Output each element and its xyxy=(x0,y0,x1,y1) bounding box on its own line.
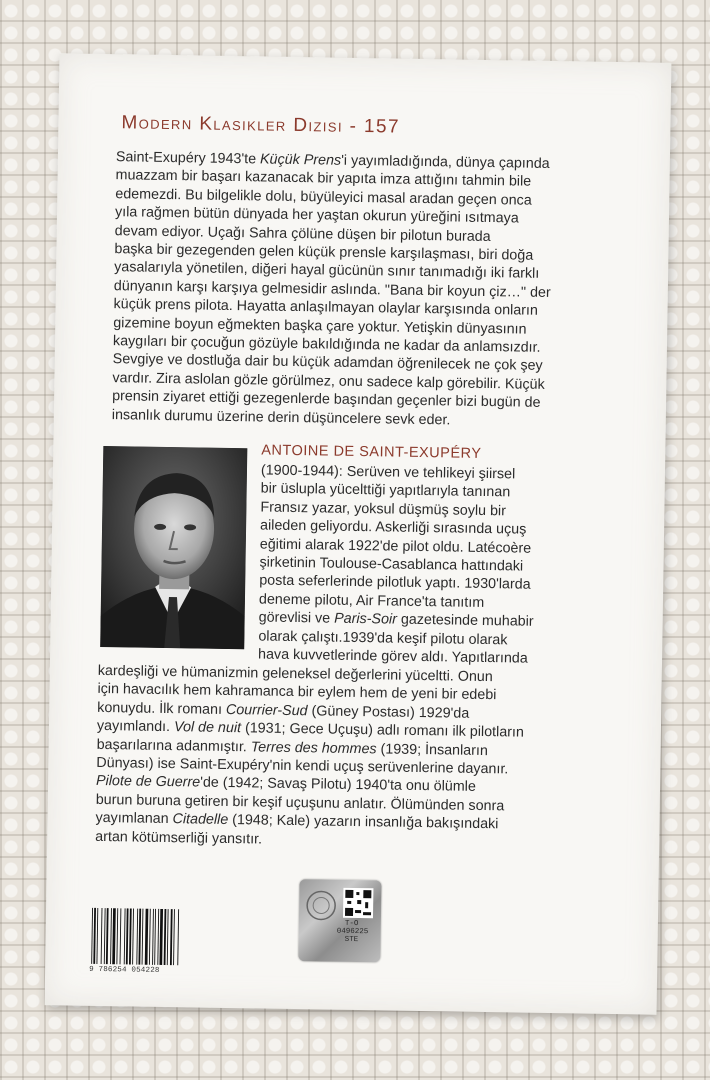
barcode-bar xyxy=(110,908,112,964)
barcode-bar xyxy=(177,909,179,965)
intro-paragraph xyxy=(112,148,616,432)
text-segment: hava kuvvetlerinde görev aldı. Yapıtlarında xyxy=(257,646,528,667)
text-segment: prensin ziyaret ettiği gezegenlerde başından geçenler bizi bugün de xyxy=(112,388,541,412)
barcode-bar xyxy=(101,908,103,964)
series-title: Modern Klasikler Dizisi - 157 xyxy=(121,112,401,138)
text-segment: yıla rağmen bütün dünyada her yaştan okurun yüreğini ısıtmaya xyxy=(114,204,519,227)
barcode-bar xyxy=(124,908,126,964)
text-segment: yasalarıyla yönetilen, diğeri hayal gücünün sınır tanımadığı iki farklı xyxy=(114,259,540,283)
text-segment: (Güney Postası) 1929'da xyxy=(307,703,470,722)
text-segment: Dünyası) ise Saint-Exupéry'nin kendi uçuş serüvenlerine dayanır. xyxy=(96,754,509,778)
hologram-line-3: STE xyxy=(344,935,359,945)
text-segment: Citadelle xyxy=(172,811,229,829)
text-segment: Courrier-Sud xyxy=(225,701,308,720)
barcode-bar xyxy=(138,909,141,965)
author-bio-right xyxy=(258,461,601,669)
barcode-bar xyxy=(170,909,173,965)
text-segment: Saint-Exupéry 1943'te xyxy=(115,149,261,168)
text-segment: deneme pilotu, Air France'ta tanıtım xyxy=(258,591,485,611)
text-segment: Fransız yazar, yoksul düşmüş soylu bir xyxy=(260,499,507,520)
text-segment: Küçük Prens xyxy=(259,151,342,169)
barcode-bar xyxy=(120,908,122,964)
text-segment: aileden geliyordu. Askerliği sırasında uçuş xyxy=(259,517,527,538)
text-segment: devam ediyor. Uçağı Sahra çölüne düşen bir pilotun burada xyxy=(114,222,491,245)
hologram-line-1: T-O xyxy=(344,919,359,929)
text-segment: Sevgiye ve dostluğa dair bu küçük adamdan öğrenilecek ne çok şey xyxy=(112,351,543,375)
text-segment: bir üslupla yücelttiği yapıtlarıyla tanınan xyxy=(260,480,511,501)
barcode-bar xyxy=(167,909,169,965)
text-segment: edemezdi. Bu bilgelikle dolu, büyüleyici masal aradan geçen onca xyxy=(115,185,532,209)
barcode-bar xyxy=(145,909,149,965)
hologram-line-2: 0496225 xyxy=(336,927,369,937)
text-segment: posta seferlerinde pilotluk yaptı. 1930'larda xyxy=(259,572,531,594)
text-segment: 'i yayımladığında, dünya çapında xyxy=(341,152,550,172)
barcode-bar xyxy=(154,909,156,965)
barcode-bar xyxy=(116,908,118,964)
portrait-image xyxy=(100,446,247,649)
barcode-bar xyxy=(152,909,154,965)
barcode-bar xyxy=(159,909,163,965)
text-segment: başarılarına adanmıştır. xyxy=(96,736,251,755)
text-segment: (1931; Gece Uçuşu) adlı romanı ilk pilotların xyxy=(240,720,525,741)
text-segment: gazetesinde muhabir xyxy=(396,611,534,631)
text-segment: Paris-Soir xyxy=(334,610,398,628)
isbn-number: 9 786254 054228 xyxy=(89,965,160,975)
text-segment: muazzam bir başarı kazanacak bir yapıta imza attığını tahmin bile xyxy=(115,167,532,191)
text-segment: için havacılık hem kahramanca bir eylem hem de yeni bir edebi xyxy=(97,681,497,704)
author-bio-continued xyxy=(95,662,600,854)
barcode-bar xyxy=(106,908,109,964)
text-segment: (1948; Kale) yazarın insanlığa bakışındaki xyxy=(228,812,499,833)
barcode-bar xyxy=(91,908,93,964)
author-portrait xyxy=(100,446,247,649)
barcode-bar xyxy=(173,909,175,965)
text-segment: Vol de nuit xyxy=(173,719,242,737)
hologram-sticker xyxy=(298,879,381,962)
barcode-bar xyxy=(129,908,132,964)
barcode-bar xyxy=(132,909,134,965)
text-segment: artan kötümserliği yansıtır. xyxy=(95,828,263,848)
qr-code-icon xyxy=(298,879,381,962)
text-segment: yayımlanan xyxy=(95,810,173,828)
text-segment: yayımlandı. xyxy=(96,718,175,736)
barcode-bar xyxy=(93,908,96,964)
text-segment: gizemine boyun eğmekten başka çare yoktur. Yetişkin dünyasının xyxy=(113,314,527,338)
text-segment: 'de (1942; Savaş Pilotu) 1940'ta onu ölümle xyxy=(200,774,476,796)
barcode-bar xyxy=(142,909,144,965)
barcode-bar xyxy=(112,908,116,964)
text-segment: olarak çalıştı.1939'da keşif pilotu olarak xyxy=(258,628,508,649)
book-back-cover xyxy=(45,53,672,1014)
text-segment: kardeşliği ve hümanizmin geleneksel değerlerini yüceltti. Onun xyxy=(97,662,493,686)
text-segment: başka bir gezegenden gelen küçük prensle karşılaşması, biri doğa xyxy=(114,241,534,264)
barcode-bar xyxy=(157,909,159,965)
text-segment: (1900-1944): Serüven ve tehlikeyi şiirsel xyxy=(260,462,516,483)
barcode-bar xyxy=(96,908,98,964)
barcode-bar xyxy=(149,909,151,965)
text-segment: Pilote de Guerre xyxy=(95,773,201,791)
author-name: ANTOINE DE SAINT-EXUPÉRY xyxy=(261,442,482,462)
text-segment: burun buruna getiren bir keşif uçuşunu anlatır. Ölümünden sonra xyxy=(95,791,505,815)
text-segment: kaygıları bir çocuğun gözüyle bakıldığında ne kadar da anlamsızdır. xyxy=(112,333,541,356)
text-segment: eğitimi alarak 1922'de pilot oldu. Latécoère xyxy=(259,536,532,557)
text-segment: vardır. Zira aslolan gözle görülmez, onu sadece kalp görebilir. Küçük xyxy=(112,369,545,393)
barcode-bar xyxy=(126,908,129,964)
text-segment: şirketinin Toulouse-Casablanca hattındaki xyxy=(259,554,524,575)
text-segment: insanlık durumu üzerine derin düşüncelere sevk eder. xyxy=(111,406,451,429)
barcode-bar xyxy=(164,909,167,965)
text-segment: küçük prens pilota. Hayatta anlaşılmayan olaylar karşısında onların xyxy=(113,296,539,320)
text-segment: (1939; İnsanların xyxy=(376,740,489,759)
text-segment: konuydu. İlk romanı xyxy=(97,699,227,718)
barcode-bar xyxy=(136,909,138,965)
text-segment: görevlisi ve xyxy=(258,609,335,627)
barcode-bar xyxy=(104,908,106,964)
isbn-barcode xyxy=(89,904,182,973)
text-segment: Terres des hommes xyxy=(250,738,377,757)
text-segment: dünyanın karşı karşıya gelmesidir aslında. "Bana bir koyun çiz…" der xyxy=(113,277,551,301)
